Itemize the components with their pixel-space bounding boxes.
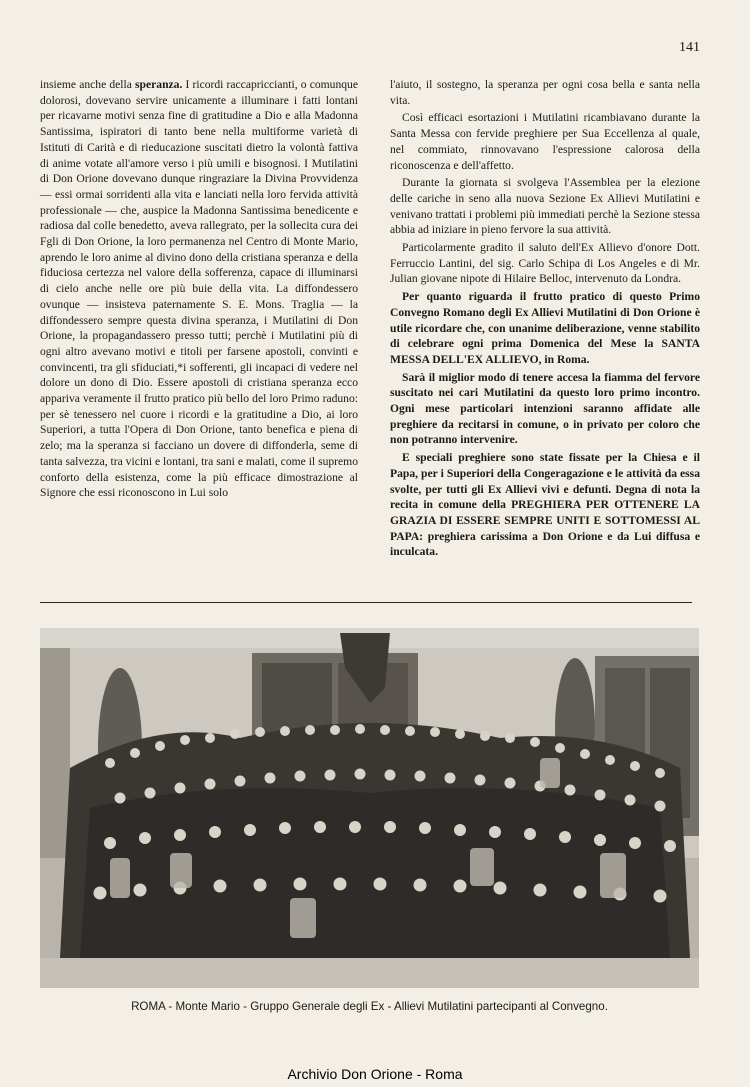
right-paragraph-3: Durante la giornata si svolgeva l'Assemblea per la elezione delle cariche in seno alla nuova Sezione Ex Allievi Mutilatini e venivano trattati i problemi più immediati perchè la Sezione stessa abbia ad iniziare in pieno fervore la sua attività. bbox=[390, 176, 700, 237]
right-paragraph-2: Così efficaci esortazioni i Mutilatini ricambiavano durante la Santa Messa con fervide preghiere per Sua Eccellenza al quale, nel commiato, rinnovavano l'espressione calorosa della riconoscenza e dell'affetto. bbox=[390, 111, 700, 172]
right-paragraph-1: l'aiuto, il sostegno, la speranza per ogni cosa bella e santa nella vita. bbox=[390, 78, 700, 107]
photo-caption: ROMA - Monte Mario - Gruppo Generale degli Ex - Allievi Mutilatini partecipanti al Convegno. bbox=[131, 1000, 608, 1013]
right-paragraph-5: Per quanto riguarda il frutto pratico di questo Primo Convegno Romano degli Ex Allievi Mutilatini di Don Orione è utile ricordare che, con unanime deliberazione, venne stabilito di celebrare ogni prima Domenica del Mese la SANTA MESSA DELL'EX ALLIEVO, in Roma. bbox=[390, 290, 700, 366]
right-column bbox=[390, 77, 700, 562]
group-photo-illustration bbox=[40, 628, 699, 988]
group-photograph bbox=[40, 628, 699, 988]
right-paragraph-7: E speciali preghiere sono state fissate per la Chiesa e il Papa, per i Superiori della Congeragazione e le attività da essa svolte, per tutti gli Ex Allievi vivi e defunti. Degna di nota la recita in comune della PREGHIERA PER OTTENERE LA GRAZIA DI ESSERE SEMPRE UNITI E SOTTOMESSI AL PAPA: preghiera carissima a Don Orione e da Lui diffusa e inculcata. bbox=[390, 451, 700, 559]
archive-footer: Archivio Don Orione - Roma bbox=[287, 1066, 463, 1082]
left-paragraph: insieme anche della speranza. I ricordi raccapriccianti, o comunque dolorosi, dovevano servire unicamente a illuminare i fatti lontani per ricavarne motivi senza fine di gratitudine a Dio e alla Madonna Santissima, ispiratori di tanto bene nella multiforme varietà di Istituti di Carità e di rieducazione suscitati dietro la volontà fattiva di anime votate all'amore verso i più umili e bisognosi. I Mutilatini di Don Orione dovevano dunque ringraziare la Divina Provvidenza — essi ormai sorridenti alla vita e lanciati nella loro fervida attività professionale — che, auspice la Madonna Santissima benedicente e radiosa dal colle benedetto, aveva rallegrato, per la sollecita cura dei Fgli di Don Orione, la loro permanenza nel Centro di Monte Mario, aprendo le loro anime al divino dono della cristiana speranza e della fiduciosa certezza nel valore della sofferenza, capace di illuminarsi di cielo anche nelle ore più buie della vita. La diffondessero ovunque — insisteva paternamente S. E. Mons. Traglia — la diffondessero sempre questa divina speranza, i Mutilatini di Don Orione, la propagandassero presso tutti; perchè i Mutilatini più di ogni altro avevano motivi e titoli per farsene apostoli, convinti e convincenti, tra gli sfiduciati,*i sofferenti, gli incapaci di vedere nel dolore un dono di Dio. Essere apostoli di cristiana speranza ecco appariva veramente il frutto pratico più bello del loro Primo raduno: per sè tenessero nel cuore i ricordi e la gratitudine a Dio, ai loro Superiori, a tutta l'Opera di Don Orione, tanto benefica e piena di zelo; ma la speranza si facciano un dovere di diffonderla, seme di tanta salvezza, tra vicini e lontani, tra sani e malati, come il supremo conforto della esistenza, come la più efficace dimostrazione al Signore che essi riconoscono in Lui solo bbox=[40, 78, 358, 500]
right-paragraph-4: Particolarmente gradito il saluto dell'Ex Allievo d'onore Dott. Ferruccio Lantini, del sig. Carlo Schipa di Los Angeles e di Mr. Julian giovane nipote di Hilaire Belloc, intervenuto da Londra. bbox=[390, 241, 700, 286]
left-column bbox=[40, 77, 358, 503]
emphasized-word: speranza. bbox=[135, 78, 183, 91]
page-number: 141 bbox=[679, 40, 700, 55]
right-paragraph-6: Sarà il miglior modo di tenere accesa la fiamma del fervore suscitato nei cari Mutilatini da questo loro primo incontro. Ogni mese particolari intenzioni saranno affidate alle preghiere da recitarsi in comune, o in privato per coloro che non potranno intervenire. bbox=[390, 370, 700, 447]
section-divider bbox=[40, 602, 692, 603]
